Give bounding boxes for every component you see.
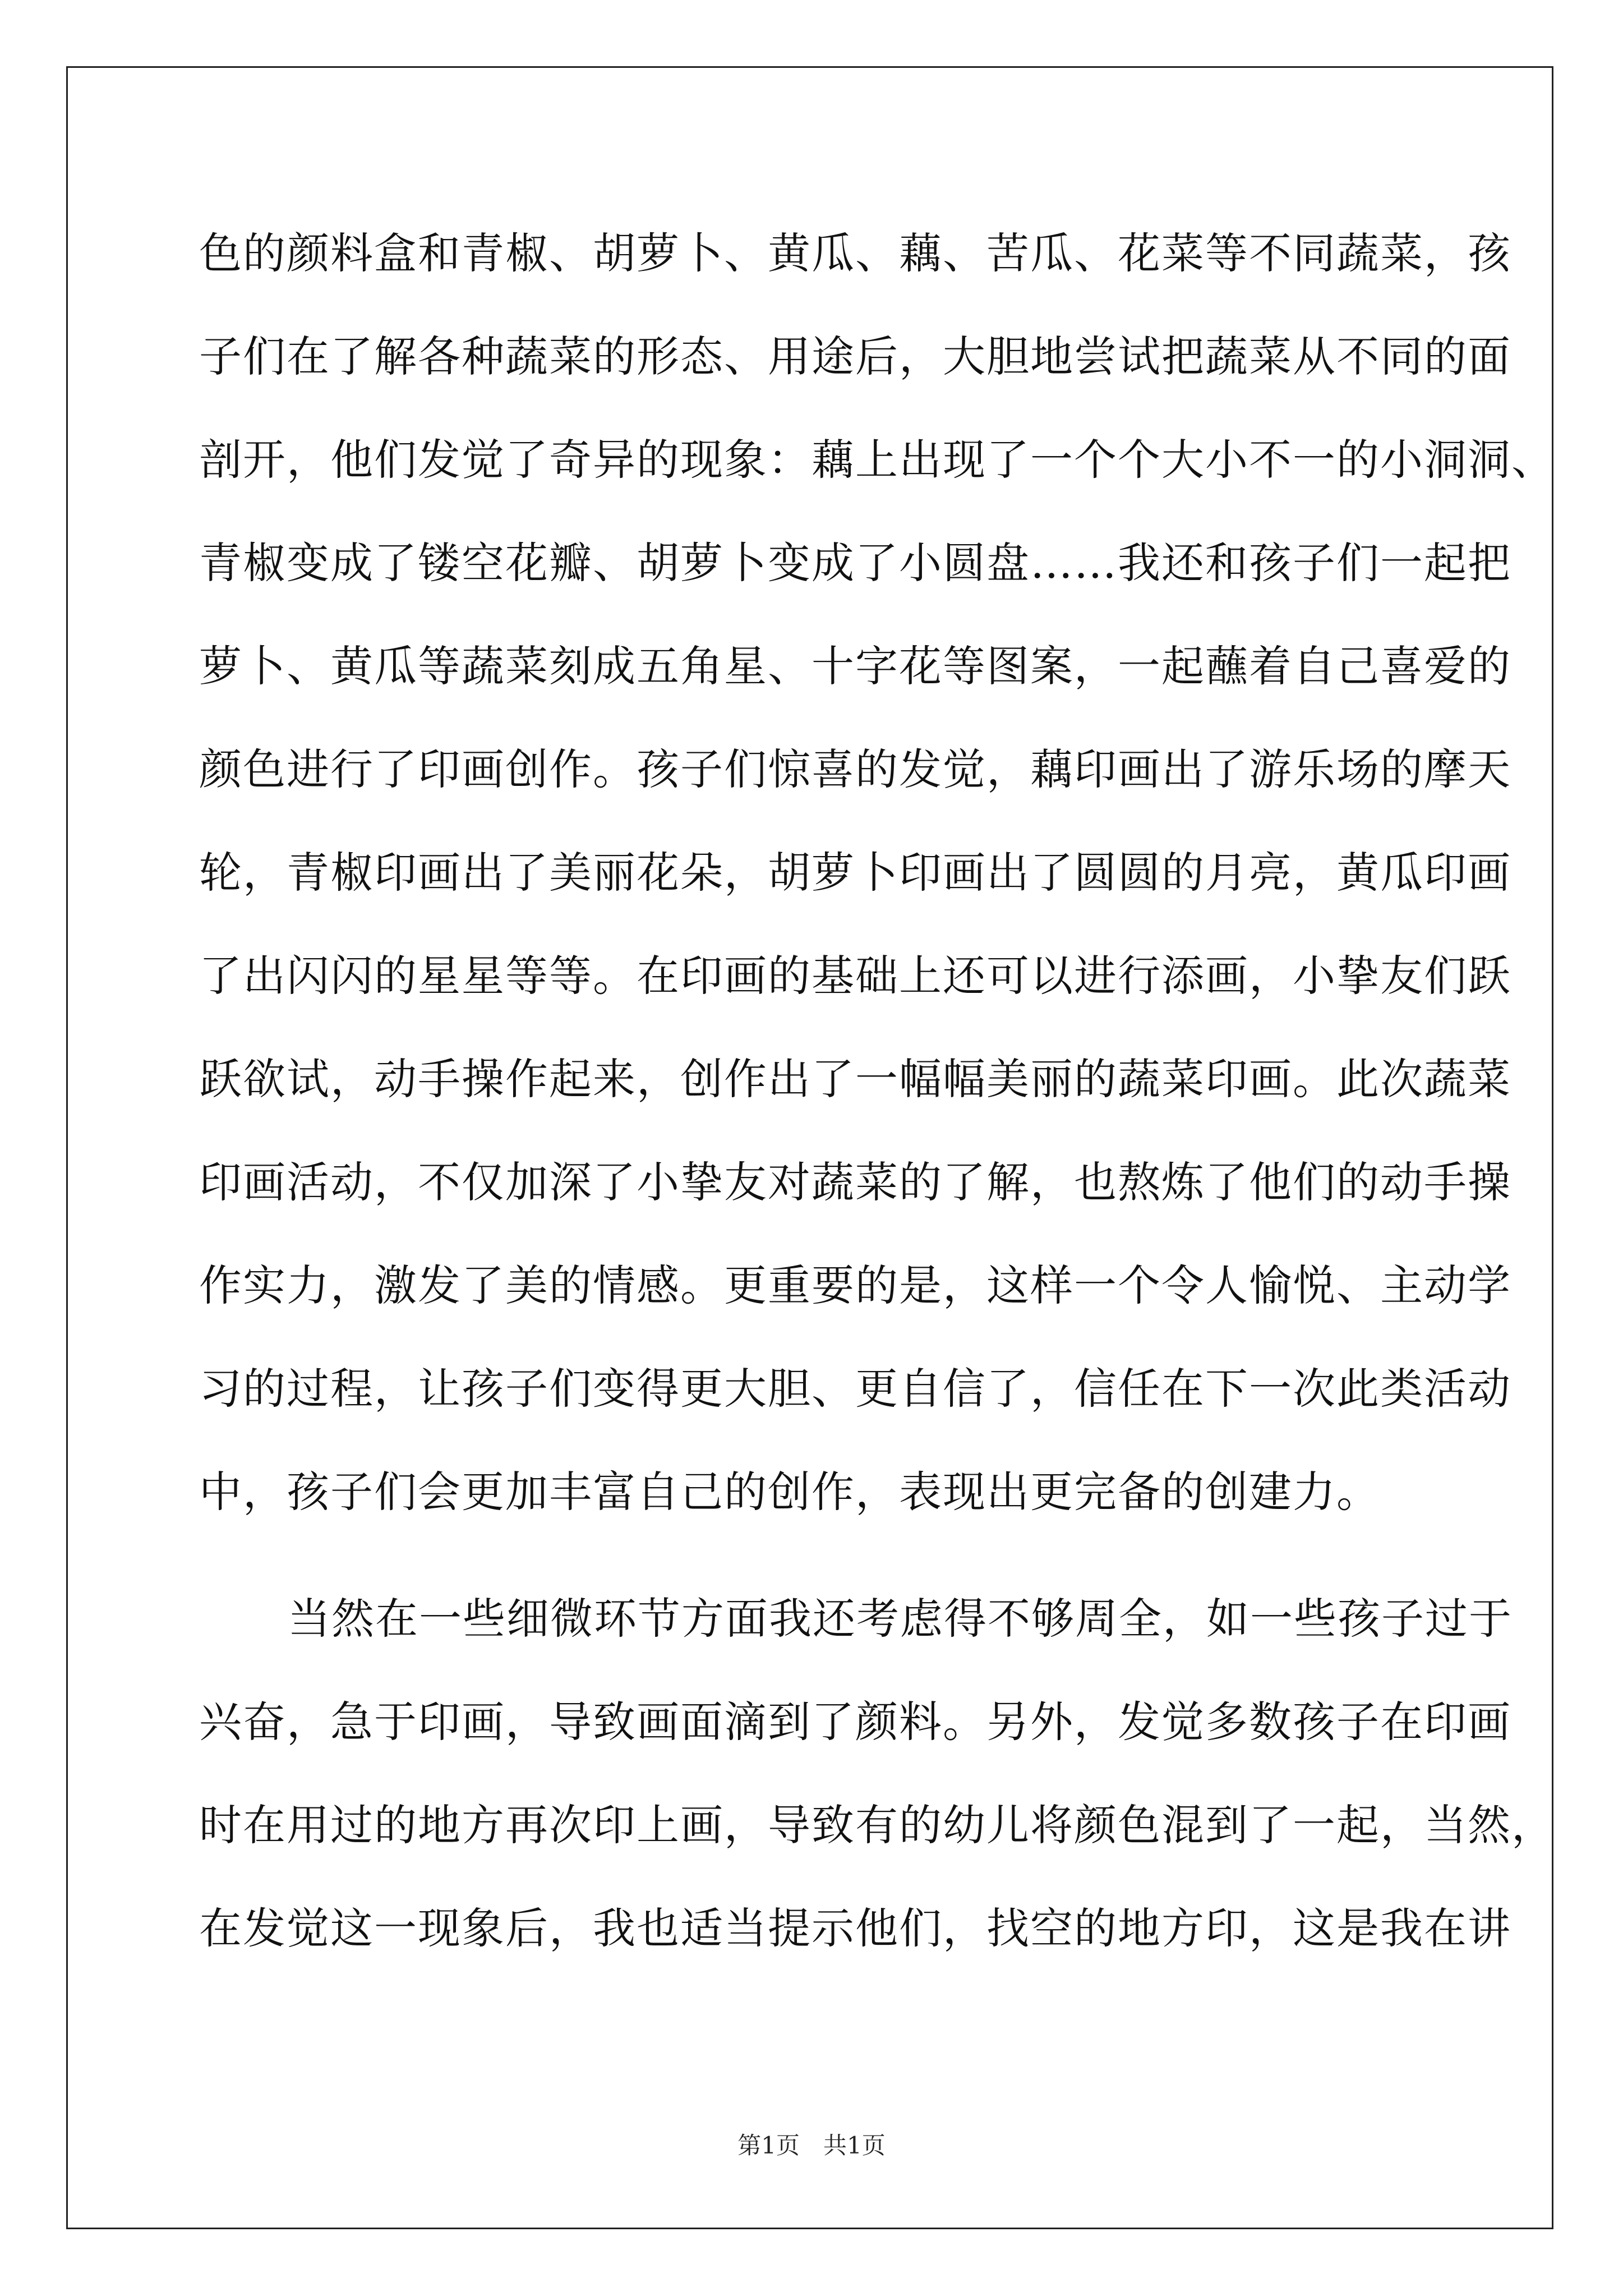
text-line: 青椒变成了镂空花瓣、胡萝卜变成了小圆盘……我还和孩子们一起把 bbox=[199, 538, 1511, 588]
text-line: 轮，青椒印画出了美丽花朵，胡萝卜印画出了圆圆的月亮，黄瓜印画 bbox=[199, 848, 1511, 898]
text-line: 萝卜、黄瓜等蔬菜刻成五角星、十字花等图案，一起蘸着自己喜爱的 bbox=[199, 641, 1511, 691]
text-line: 作实力，激发了美的情感。更重要的是，这样一个令人愉悦、主动学 bbox=[199, 1260, 1511, 1310]
page-number-label: 第1页 共1页 bbox=[737, 2132, 886, 2159]
text-line: 印画活动，不仅加深了小挚友对蔬菜的了解，也熬炼了他们的动手操 bbox=[199, 1157, 1511, 1207]
page-footer bbox=[0, 2129, 1623, 2162]
text-line: 色的颜料盒和青椒、胡萝卜、黄瓜、藕、苦瓜、花菜等不同蔬菜，孩 bbox=[199, 228, 1511, 278]
document-body bbox=[199, 220, 1555, 1998]
text-line: 习的过程，让孩子们变得更大胆、更自信了，信任在下一次此类活动 bbox=[199, 1364, 1511, 1414]
text-line: 子们在了解各种蔬菜的形态、用途后，大胆地尝试把蔬菜从不同的面 bbox=[199, 332, 1511, 381]
text-line: 颜色进行了印画创作。孩子们惊喜的发觉，藕印画出了游乐场的摩天 bbox=[199, 744, 1511, 794]
paragraph-2 bbox=[199, 1585, 1555, 1998]
paragraph-1 bbox=[199, 220, 1555, 1562]
text-line: 当然在一些细微环节方面我还考虑得不够周全，如一些孩子过于 bbox=[288, 1594, 1513, 1644]
text-line: 跃欲试，动手操作起来，创作出了一幅幅美丽的蔬菜印画。此次蔬菜 bbox=[199, 1054, 1511, 1104]
text-line: 了出闪闪的星星等等。在印画的基础上还可以进行添画，小挚友们跃 bbox=[199, 951, 1511, 1001]
text-line: 中，孩子们会更加丰富自己的创作，表现出更完备的创建力。 bbox=[199, 1467, 1380, 1517]
text-line: 兴奋，急于印画，导致画面滴到了颜料。另外，发觉多数孩子在印画 bbox=[199, 1697, 1511, 1747]
text-line: 剖开，他们发觉了奇异的现象：藕上出现了一个个大小不一的小洞洞、 bbox=[199, 435, 1555, 485]
text-line: 在发觉这一现象后，我也适当提示他们，找空的地方印，这是我在讲 bbox=[199, 1903, 1511, 1953]
text-line: 时在用过的地方再次印上画，导致有的幼儿将颜色混到了一起，当然， bbox=[199, 1800, 1555, 1850]
